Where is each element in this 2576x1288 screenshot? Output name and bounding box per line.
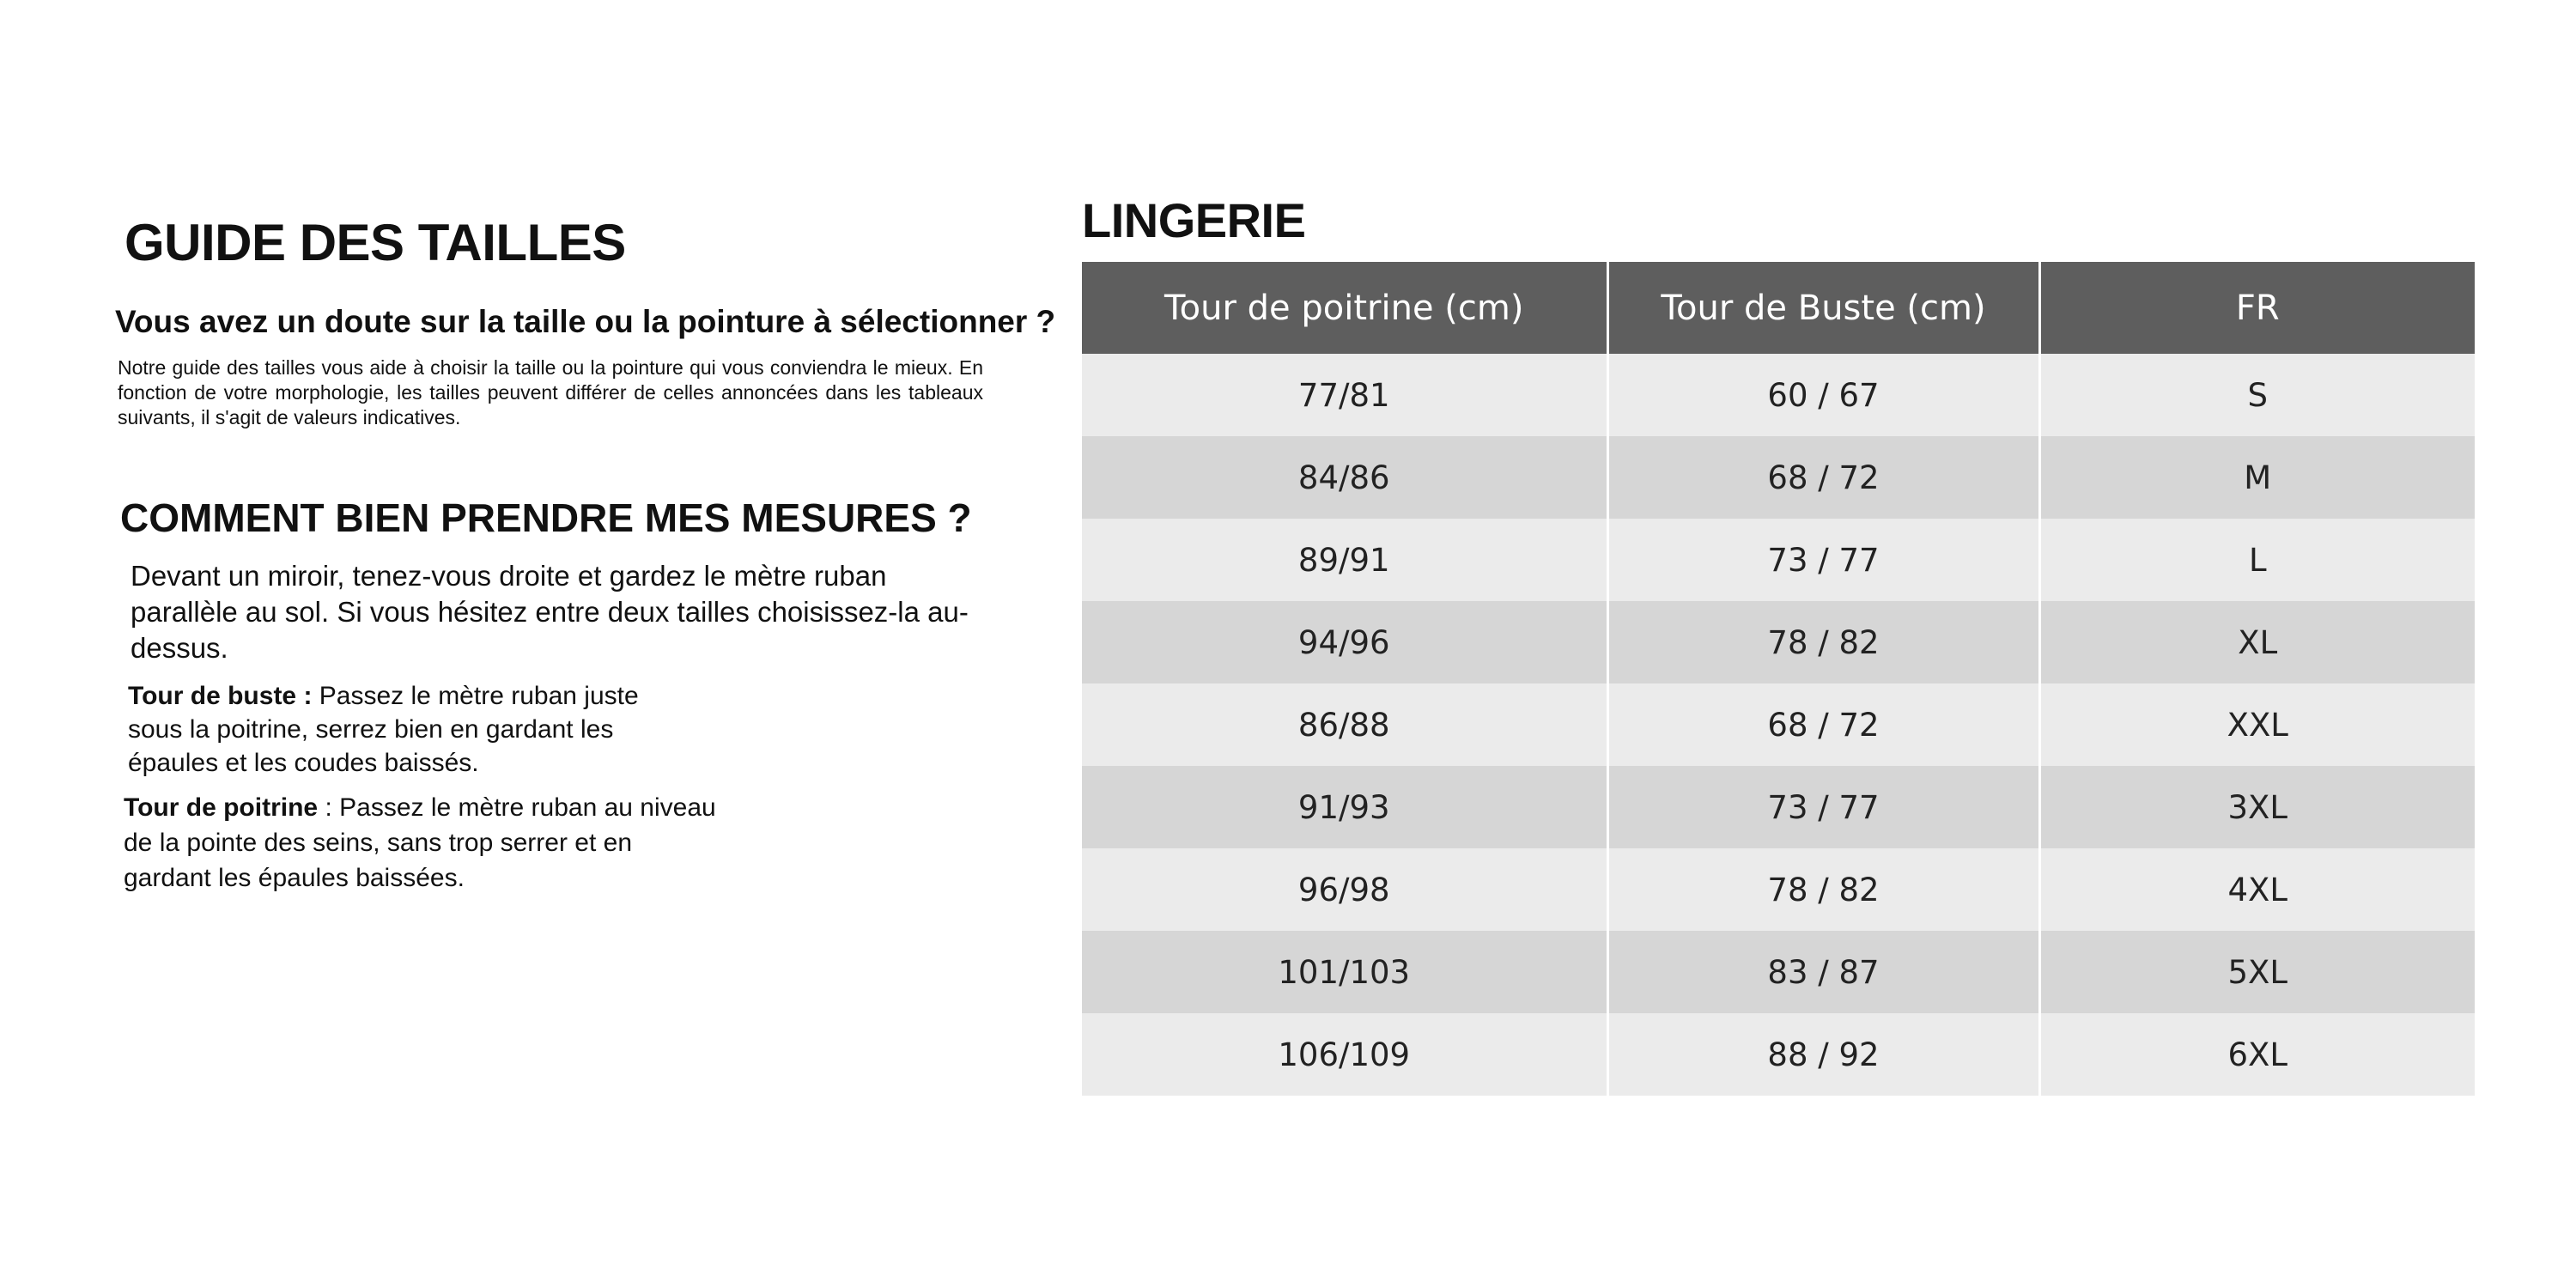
fr-size-cell: XXL — [2039, 683, 2475, 766]
chest-cell: 106/109 — [1082, 1013, 1607, 1096]
fr-size-cell: XL — [2039, 601, 2475, 683]
chest-measurement-instructions — [124, 790, 725, 896]
table-row — [1082, 931, 2475, 1013]
table-header-row — [1082, 262, 2475, 354]
fr-size-cell: 4XL — [2039, 848, 2475, 931]
column-header-chest: Tour de poitrine (cm) — [1082, 262, 1607, 354]
bust-label: Tour de buste : — [128, 682, 313, 710]
chest-cell: 101/103 — [1082, 931, 1607, 1013]
chest-description: : Passez le mètre ruban au niveau de la pointe des seins, sans trop serrer et en gardant les épaules baissées. — [124, 793, 716, 892]
column-header-fr-size: FR — [2039, 262, 2475, 354]
bust-cell: 88 / 92 — [1607, 1013, 2039, 1096]
bust-cell: 78 / 82 — [1607, 848, 2039, 931]
chest-cell: 86/88 — [1082, 683, 1607, 766]
fr-size-cell: 5XL — [2039, 931, 2475, 1013]
bust-cell: 73 / 77 — [1607, 519, 2039, 601]
bust-cell: 68 / 72 — [1607, 436, 2039, 519]
fr-size-cell: M — [2039, 436, 2475, 519]
bust-description: Passez le mètre ruban juste sous la poitrine, serrez bien en gardant les épaules et les coudes baissés. — [128, 682, 639, 777]
bust-cell: 68 / 72 — [1607, 683, 2039, 766]
page-title: GUIDE DES TAILLES — [125, 214, 626, 271]
fr-size-cell: 6XL — [2039, 1013, 2475, 1096]
size-doubt-question: Vous avez un doute sur la taille ou la pointure à sélectionner ? — [115, 304, 1056, 339]
table-row — [1082, 519, 2475, 601]
table-row — [1082, 848, 2475, 931]
chest-cell: 84/86 — [1082, 436, 1607, 519]
bust-cell: 78 / 82 — [1607, 601, 2039, 683]
chest-label: Tour de poitrine — [124, 793, 319, 822]
chest-cell: 94/96 — [1082, 601, 1607, 683]
column-header-bust: Tour de Buste (cm) — [1607, 262, 2039, 354]
table-row — [1082, 683, 2475, 766]
table-row — [1082, 436, 2475, 519]
lingerie-size-table — [1082, 262, 2475, 1096]
table-title: LINGERIE — [1082, 193, 1306, 247]
fr-size-cell: 3XL — [2039, 766, 2475, 848]
fr-size-cell: L — [2039, 519, 2475, 601]
bust-cell: 73 / 77 — [1607, 766, 2039, 848]
table-row — [1082, 766, 2475, 848]
table-row — [1082, 354, 2475, 436]
bust-cell: 60 / 67 — [1607, 354, 2039, 436]
fr-size-cell: S — [2039, 354, 2475, 436]
size-guide-intro: Notre guide des tailles vous aide à choisir la taille ou la pointure qui vous conviendra le mieux. En fonction de votre morphologie, les tailles peuvent différer de celles annoncées dans les tableaux suivants, il s'agit de valeurs indicatives. — [118, 356, 983, 428]
mirror-instructions: Devant un miroir, tenez-vous droite et gardez le mètre ruban parallèle au sol. Si vous hésitez entre deux tailles choisissez-la au-dessus. — [131, 560, 969, 664]
bust-cell: 83 / 87 — [1607, 931, 2039, 1013]
chest-cell: 96/98 — [1082, 848, 1607, 931]
measurement-section-title: COMMENT BIEN PRENDRE MES MESURES ? — [120, 495, 972, 540]
table-row — [1082, 601, 2475, 683]
chest-cell: 77/81 — [1082, 354, 1607, 436]
chest-cell: 89/91 — [1082, 519, 1607, 601]
table-row — [1082, 1013, 2475, 1096]
bust-measurement-instructions — [128, 679, 695, 780]
chest-cell: 91/93 — [1082, 766, 1607, 848]
